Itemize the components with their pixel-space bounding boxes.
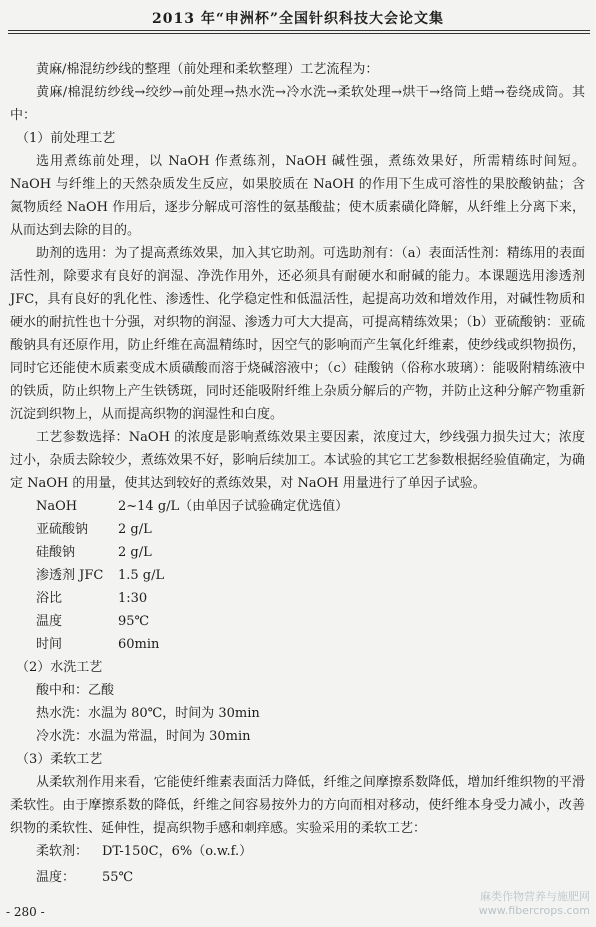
- param-value: 55℃: [102, 870, 134, 885]
- param-row: [36, 587, 585, 610]
- param-name: 渗透剂 JFC: [36, 568, 104, 583]
- process-flow: 黄麻/棉混纺纱线→绞纱→前处理→热水洗→冷水洗→柔软处理→烘干→络筒上蜡→卷绕成筒。其中：: [10, 85, 585, 123]
- param-row: [36, 518, 585, 541]
- param-row: [36, 541, 585, 564]
- page-number: - 280 -: [6, 905, 45, 919]
- param-value: 60min: [118, 637, 160, 652]
- param-row: [10, 840, 585, 866]
- header-rule: [8, 30, 590, 31]
- param-name: 时间: [36, 637, 63, 652]
- paragraph-auxiliaries: 助剂的选用：为了提高煮练效果，加入其它助剂。可选助剂有：（a）表面活性剂：精练用的表面活性剂，除要求有良好的润湿、净洗作用外，还必须具有耐硬水和耐碱的能力。本课题选用渗透剂 JFC，具有良好的乳化性、渗透性、化学稳定性和低温活性，起提高功效和增效作用，对碱性物质和硬水的耐抗性也十分强，对织物的润湿、渗透力可大大提高，可提高精练效果；（b）亚硫酸钠：亚硫酸钠具有还原作用，防止纤维在高温精练时，因空气的影响而产生氧化纤维素，使纱线或织物损伤，同时它还能使木质素变成木质磺酸而溶于烧碱溶液中；（c）硅酸钠（俗称水玻璃）：能吸附精练液中的铁质，防止织物上产生铁锈斑，同时还能吸附纤维上杂质分解后的产物，并防止这种分解产物重新沉淀到织物上，从而提高织物的润湿性和白度。: [10, 246, 585, 422]
- header-rule-thin: [8, 33, 590, 34]
- intro-line: 黄麻/棉混纺纱线的整理（前处理和柔软整理）工艺流程为：: [36, 62, 379, 77]
- param-row: [36, 564, 585, 587]
- param-value: 95℃: [118, 614, 150, 629]
- param-value: 1:30: [118, 591, 148, 606]
- param-value: 2 g/L: [118, 522, 152, 537]
- article-body: [10, 58, 585, 892]
- paragraph-softening: 从柔软剂作用来看，它能使纤维素表面活力降低，纤维之间摩擦系数降低，增加纤维织物的平滑柔软性。由于摩擦系数的降低，纤维之间容易按外力的方向而相对移动，使纤维本身受力减小，改善织物的柔软性、延伸性，提高织物手感和刺痒感。实验采用的柔软工艺：: [10, 775, 585, 836]
- watermark-url: www.fibercrops.com: [478, 904, 590, 917]
- param-name: 硅酸钠: [36, 545, 76, 560]
- param-value: DT-150C，6%（o.w.f.）: [102, 844, 253, 859]
- washing-line-hot: 热水洗：水温为 80℃，时间为 30min: [36, 706, 260, 721]
- param-name: 柔软剂：: [36, 844, 89, 859]
- param-name: NaOH: [36, 499, 78, 514]
- watermark-line: 麻类作物营养与施肥网: [480, 890, 590, 903]
- param-value: 1.5 g/L: [118, 568, 165, 583]
- param-value: 2~14 g/L（由单因子试验确定优选值）: [118, 499, 349, 514]
- param-row: [10, 866, 585, 892]
- site-watermark: [440, 890, 590, 918]
- paragraph-parameters: 工艺参数选择：NaOH 的浓度是影响煮练效果主要因素，浓度过大，纱线强力损失过大；浓度过小，杂质去除较少，煮练效果不好，影响后续加工。本试验的其它工艺参数根据经验值确定，为确定 NaOH 的用量，使其达到较好的煮练效果，对 NaOH 用量进行了单因子试验。: [10, 430, 585, 491]
- pretreatment-parameter-list: [10, 495, 585, 656]
- paragraph-scouring: 选用煮练前处理，以 NaOH 作煮练剂，NaOH 碱性强，煮练效果好，所需精练时间短。NaOH 与纤维上的天然杂质发生反应，如果胶质在 NaOH 的作用下生成可溶性的果胶酸钠盐；含氮物质经 NaOH 作用后，逐步分解成可溶性的氨基酸盐；使木质素磺化降解，从纤维上分离下来，从而达到去除的目的。: [10, 154, 585, 238]
- washing-line-cold: 冷水洗：水温为常温，时间为 30min: [36, 729, 251, 744]
- section-heading-softening: （3）柔软工艺: [16, 752, 103, 767]
- param-name: 温度: [36, 614, 63, 629]
- washing-line-neutralize: 酸中和：乙酸: [36, 683, 115, 698]
- softening-parameter-list: [10, 840, 585, 892]
- running-header: 2013 年“申洲杯”全国针织科技大会论文集: [152, 11, 444, 27]
- section-heading-pretreatment: （1）前处理工艺: [16, 131, 116, 146]
- param-name: 浴比: [36, 591, 63, 606]
- section-heading-washing: （2）水洗工艺: [16, 660, 103, 675]
- param-name: 温度：: [36, 870, 76, 885]
- param-row: [36, 495, 585, 518]
- param-row: [36, 610, 585, 633]
- param-row: [36, 633, 585, 656]
- param-value: 2 g/L: [118, 545, 152, 560]
- param-name: 亚硫酸钠: [36, 522, 89, 537]
